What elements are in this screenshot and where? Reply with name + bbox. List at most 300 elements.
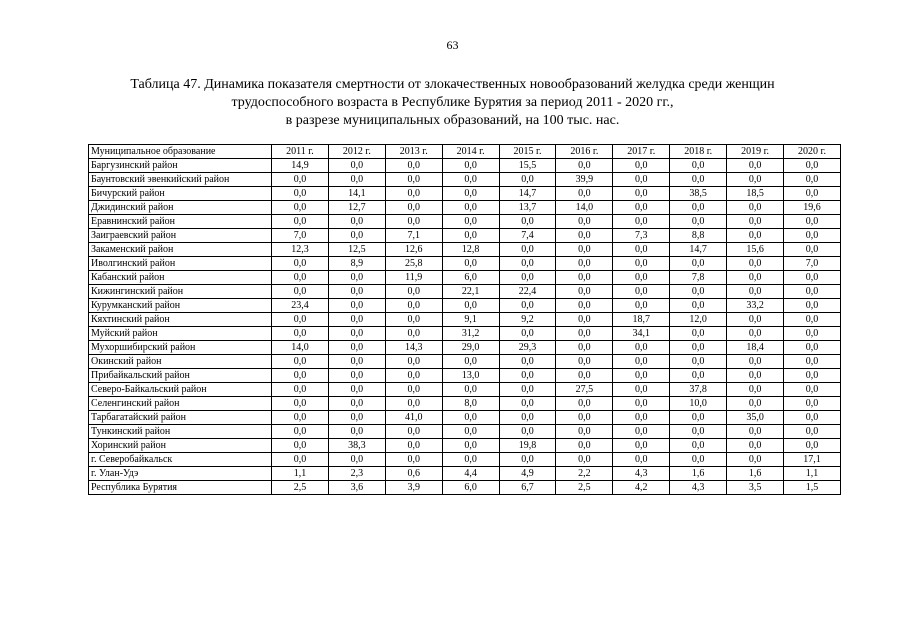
rate-value-cell: 37,8: [670, 383, 727, 397]
rate-value-cell: 0,0: [727, 355, 784, 369]
rate-value-cell: 0,0: [784, 243, 841, 257]
rate-value-cell: 0,0: [784, 271, 841, 285]
rate-value-cell: 0,0: [556, 397, 613, 411]
rate-value-cell: 7,3: [613, 229, 670, 243]
rate-value-cell: 0,0: [784, 327, 841, 341]
rate-value-cell: 0,0: [556, 187, 613, 201]
header-year-2012: 2012 г.: [328, 145, 385, 159]
rate-value-cell: 0,0: [499, 299, 556, 313]
rate-value-cell: 0,0: [556, 369, 613, 383]
rate-value-cell: 0,0: [385, 439, 442, 453]
rate-value-cell: 0,0: [385, 313, 442, 327]
rate-value-cell: 12,8: [442, 243, 499, 257]
rate-value-cell: 0,0: [499, 453, 556, 467]
rate-value-cell: 0,0: [272, 187, 329, 201]
rate-value-cell: 0,0: [328, 215, 385, 229]
rate-value-cell: 0,0: [328, 159, 385, 173]
rate-value-cell: 0,0: [556, 159, 613, 173]
table-row: [89, 285, 841, 299]
header-year-2018: 2018 г.: [670, 145, 727, 159]
rate-value-cell: 0,0: [272, 201, 329, 215]
rate-value-cell: 0,0: [556, 257, 613, 271]
rate-value-cell: 35,0: [727, 411, 784, 425]
rate-value-cell: 0,0: [670, 327, 727, 341]
rate-value-cell: 0,0: [727, 425, 784, 439]
rate-value-cell: 7,0: [784, 257, 841, 271]
rate-value-cell: 0,0: [385, 369, 442, 383]
rate-value-cell: 0,0: [556, 285, 613, 299]
rate-value-cell: 0,0: [499, 383, 556, 397]
rate-value-cell: 0,0: [499, 257, 556, 271]
rate-value-cell: 0,0: [613, 187, 670, 201]
municipality-name-cell: Заиграевский район: [89, 229, 272, 243]
rate-value-cell: 7,1: [385, 229, 442, 243]
rate-value-cell: 0,0: [385, 215, 442, 229]
rate-value-cell: 0,0: [328, 327, 385, 341]
rate-value-cell: 0,0: [613, 425, 670, 439]
rate-value-cell: 6,0: [442, 271, 499, 285]
municipality-name-cell: г. Северобайкальск: [89, 453, 272, 467]
rate-value-cell: 0,0: [727, 257, 784, 271]
rate-value-cell: 0,0: [670, 453, 727, 467]
header-year-2011: 2011 г.: [272, 145, 329, 159]
rate-value-cell: 4,4: [442, 467, 499, 481]
rate-value-cell: 4,3: [613, 467, 670, 481]
rate-value-cell: 0,0: [727, 397, 784, 411]
header-year-2020: 2020 г.: [784, 145, 841, 159]
rate-value-cell: 0,0: [272, 257, 329, 271]
rate-value-cell: 0,0: [727, 453, 784, 467]
rate-value-cell: 18,5: [727, 187, 784, 201]
rate-value-cell: 12,5: [328, 243, 385, 257]
municipality-name-cell: г. Улан-Удэ: [89, 467, 272, 481]
rate-value-cell: 0,0: [613, 453, 670, 467]
header-year-2013: 2013 г.: [385, 145, 442, 159]
rate-value-cell: 0,0: [442, 383, 499, 397]
table-row: [89, 467, 841, 481]
rate-value-cell: 0,0: [556, 411, 613, 425]
rate-value-cell: 19,8: [499, 439, 556, 453]
rate-value-cell: 0,0: [727, 327, 784, 341]
rate-value-cell: 0,0: [784, 313, 841, 327]
rate-value-cell: 0,0: [784, 355, 841, 369]
rate-value-cell: 38,3: [328, 439, 385, 453]
table-row: [89, 173, 841, 187]
rate-value-cell: 2,2: [556, 467, 613, 481]
table-row: [89, 397, 841, 411]
rate-value-cell: 0,0: [328, 313, 385, 327]
rate-value-cell: 0,0: [499, 271, 556, 285]
table-row: [89, 215, 841, 229]
table-row: [89, 341, 841, 355]
rate-value-cell: 0,0: [670, 355, 727, 369]
table-row: [89, 425, 841, 439]
rate-value-cell: 14,1: [328, 187, 385, 201]
rate-value-cell: 9,2: [499, 313, 556, 327]
municipality-name-cell: Мухоршибирский район: [89, 341, 272, 355]
header-year-2016: 2016 г.: [556, 145, 613, 159]
rate-value-cell: 0,0: [670, 411, 727, 425]
rate-value-cell: 39,9: [556, 173, 613, 187]
rate-value-cell: 15,6: [727, 243, 784, 257]
rate-value-cell: 0,0: [385, 159, 442, 173]
rate-value-cell: 0,0: [272, 425, 329, 439]
rate-value-cell: 0,0: [272, 439, 329, 453]
rate-value-cell: 0,0: [670, 299, 727, 313]
rate-value-cell: 0,0: [272, 397, 329, 411]
rate-value-cell: 12,6: [385, 243, 442, 257]
rate-value-cell: 0,0: [727, 229, 784, 243]
table-row: [89, 187, 841, 201]
table-row: [89, 229, 841, 243]
rate-value-cell: 0,0: [556, 229, 613, 243]
municipality-name-cell: Джидинский район: [89, 201, 272, 215]
rate-value-cell: 34,1: [613, 327, 670, 341]
rate-value-cell: 0,0: [385, 453, 442, 467]
rate-value-cell: 0,0: [385, 327, 442, 341]
rate-value-cell: 4,2: [613, 481, 670, 495]
rate-value-cell: 0,0: [499, 397, 556, 411]
rate-value-cell: 0,0: [328, 341, 385, 355]
rate-value-cell: 0,0: [328, 285, 385, 299]
municipality-name-cell: Бичурский район: [89, 187, 272, 201]
rate-value-cell: 2,5: [556, 481, 613, 495]
municipality-name-cell: Муйский район: [89, 327, 272, 341]
municipality-name-cell: Баргузинский район: [89, 159, 272, 173]
header-year-2014: 2014 г.: [442, 145, 499, 159]
rate-value-cell: 2,5: [272, 481, 329, 495]
rate-value-cell: 23,4: [272, 299, 329, 313]
rate-value-cell: 0,0: [784, 299, 841, 313]
table-row: [89, 383, 841, 397]
rate-value-cell: 0,0: [784, 397, 841, 411]
table-row: [89, 201, 841, 215]
rate-value-cell: 0,0: [499, 425, 556, 439]
rate-value-cell: 0,0: [442, 215, 499, 229]
rate-value-cell: 0,0: [784, 439, 841, 453]
rate-value-cell: 0,0: [442, 201, 499, 215]
table-row: [89, 453, 841, 467]
rate-value-cell: 0,0: [727, 383, 784, 397]
rate-value-cell: 0,0: [385, 201, 442, 215]
rate-value-cell: 0,0: [784, 411, 841, 425]
rate-value-cell: 0,0: [670, 173, 727, 187]
rate-value-cell: 0,0: [499, 215, 556, 229]
rate-value-cell: 0,0: [556, 355, 613, 369]
rate-value-cell: 0,0: [556, 215, 613, 229]
rate-value-cell: 0,0: [272, 369, 329, 383]
table-title-line-2: трудоспособного возраста в Республике Бурятия за период 2011 - 2020 гг.,: [231, 95, 674, 110]
rate-value-cell: 0,0: [328, 453, 385, 467]
rate-value-cell: 11,9: [385, 271, 442, 285]
rate-value-cell: 0,0: [613, 215, 670, 229]
rate-value-cell: 0,0: [385, 425, 442, 439]
rate-value-cell: 0,0: [442, 299, 499, 313]
rate-value-cell: 22,4: [499, 285, 556, 299]
municipality-name-cell: Иволгинский район: [89, 257, 272, 271]
table-row: [89, 481, 841, 495]
rate-value-cell: 12,0: [670, 313, 727, 327]
rate-value-cell: 0,0: [272, 453, 329, 467]
municipality-name-cell: Кабанский район: [89, 271, 272, 285]
table-row: [89, 257, 841, 271]
rate-value-cell: 0,0: [613, 257, 670, 271]
rate-value-cell: 0,0: [727, 215, 784, 229]
rate-value-cell: 0,0: [272, 327, 329, 341]
rate-value-cell: 3,9: [385, 481, 442, 495]
rate-value-cell: 0,0: [613, 383, 670, 397]
rate-value-cell: 9,1: [442, 313, 499, 327]
mortality-table: [88, 144, 841, 495]
municipality-name-cell: Окинский район: [89, 355, 272, 369]
rate-value-cell: 0,0: [784, 229, 841, 243]
rate-value-cell: 0,0: [784, 341, 841, 355]
rate-value-cell: 0,0: [272, 271, 329, 285]
rate-value-cell: 0,0: [727, 313, 784, 327]
table-body: [89, 159, 841, 495]
rate-value-cell: 0,0: [328, 369, 385, 383]
rate-value-cell: 0,0: [784, 215, 841, 229]
rate-value-cell: 4,9: [499, 467, 556, 481]
rate-value-cell: 0,0: [328, 271, 385, 285]
rate-value-cell: 0,0: [727, 369, 784, 383]
rate-value-cell: 0,0: [727, 439, 784, 453]
table-row: [89, 355, 841, 369]
rate-value-cell: 7,8: [670, 271, 727, 285]
rate-value-cell: 0,0: [272, 383, 329, 397]
rate-value-cell: 0,0: [613, 439, 670, 453]
page-number: 63: [446, 38, 459, 52]
rate-value-cell: 0,0: [727, 201, 784, 215]
municipality-name-cell: Республика Бурятия: [89, 481, 272, 495]
municipality-name-cell: Курумканский район: [89, 299, 272, 313]
rate-value-cell: 17,1: [784, 453, 841, 467]
rate-value-cell: 0,0: [556, 243, 613, 257]
rate-value-cell: 15,5: [499, 159, 556, 173]
rate-value-cell: 14,7: [499, 187, 556, 201]
rate-value-cell: 18,7: [613, 313, 670, 327]
rate-value-cell: 0,0: [328, 229, 385, 243]
rate-value-cell: 0,0: [613, 285, 670, 299]
rate-value-cell: 0,0: [727, 285, 784, 299]
rate-value-cell: 0,0: [613, 243, 670, 257]
rate-value-cell: 0,0: [613, 201, 670, 215]
rate-value-cell: 41,0: [385, 411, 442, 425]
rate-value-cell: 6,7: [499, 481, 556, 495]
rate-value-cell: 0,0: [442, 411, 499, 425]
rate-value-cell: 22,1: [442, 285, 499, 299]
rate-value-cell: 1,1: [784, 467, 841, 481]
rate-value-cell: 0,0: [385, 187, 442, 201]
rate-value-cell: 0,0: [556, 439, 613, 453]
rate-value-cell: 0,0: [442, 439, 499, 453]
rate-value-cell: 0,0: [499, 327, 556, 341]
rate-value-cell: 0,0: [670, 201, 727, 215]
rate-value-cell: 0,0: [385, 383, 442, 397]
rate-value-cell: 0,0: [385, 299, 442, 313]
rate-value-cell: 0,0: [442, 159, 499, 173]
municipality-name-cell: Тункинский район: [89, 425, 272, 439]
rate-value-cell: 0,0: [613, 299, 670, 313]
rate-value-cell: 0,0: [613, 411, 670, 425]
municipality-name-cell: Хоринский район: [89, 439, 272, 453]
rate-value-cell: 8,9: [328, 257, 385, 271]
municipality-name-cell: Баунтовский эвенкийский район: [89, 173, 272, 187]
rate-value-cell: 7,4: [499, 229, 556, 243]
table-row: [89, 327, 841, 341]
rate-value-cell: 0,0: [613, 341, 670, 355]
rate-value-cell: 0,0: [613, 173, 670, 187]
rate-value-cell: 27,5: [556, 383, 613, 397]
municipality-name-cell: Кяхтинский район: [89, 313, 272, 327]
table-row: [89, 411, 841, 425]
rate-value-cell: 0,0: [499, 243, 556, 257]
rate-value-cell: 0,0: [442, 257, 499, 271]
table-title: [80, 76, 825, 130]
rate-value-cell: 0,0: [272, 411, 329, 425]
rate-value-cell: 0,0: [784, 383, 841, 397]
rate-value-cell: 12,3: [272, 243, 329, 257]
table-row: [89, 271, 841, 285]
rate-value-cell: 0,0: [499, 173, 556, 187]
header-year-2019: 2019 г.: [727, 145, 784, 159]
rate-value-cell: 19,6: [784, 201, 841, 215]
municipality-name-cell: Селенгинский район: [89, 397, 272, 411]
rate-value-cell: 3,5: [727, 481, 784, 495]
rate-value-cell: 0,0: [784, 187, 841, 201]
rate-value-cell: 0,0: [328, 397, 385, 411]
rate-value-cell: 0,6: [385, 467, 442, 481]
rate-value-cell: 0,0: [613, 271, 670, 285]
rate-value-cell: 29,3: [499, 341, 556, 355]
rate-value-cell: 0,0: [442, 173, 499, 187]
rate-value-cell: 8,0: [442, 397, 499, 411]
rate-value-cell: 25,8: [385, 257, 442, 271]
municipality-name-cell: Тарбагатайский район: [89, 411, 272, 425]
rate-value-cell: 4,3: [670, 481, 727, 495]
municipality-name-cell: Еравнинский район: [89, 215, 272, 229]
rate-value-cell: 38,5: [670, 187, 727, 201]
rate-value-cell: 0,0: [784, 285, 841, 299]
rate-value-cell: 3,6: [328, 481, 385, 495]
rate-value-cell: 0,0: [385, 285, 442, 299]
rate-value-cell: 0,0: [328, 425, 385, 439]
header-year-2015: 2015 г.: [499, 145, 556, 159]
rate-value-cell: 0,0: [727, 173, 784, 187]
rate-value-cell: 0,0: [670, 369, 727, 383]
municipality-name-cell: Кижингинский район: [89, 285, 272, 299]
rate-value-cell: 14,7: [670, 243, 727, 257]
rate-value-cell: 0,0: [556, 341, 613, 355]
rate-value-cell: 0,0: [442, 187, 499, 201]
rate-value-cell: 0,0: [442, 355, 499, 369]
rate-value-cell: 10,0: [670, 397, 727, 411]
municipality-name-cell: Прибайкальский район: [89, 369, 272, 383]
rate-value-cell: 0,0: [613, 397, 670, 411]
rate-value-cell: 0,0: [556, 271, 613, 285]
rate-value-cell: 0,0: [784, 173, 841, 187]
rate-value-cell: 33,2: [727, 299, 784, 313]
rate-value-cell: 0,0: [670, 285, 727, 299]
rate-value-cell: 0,0: [499, 369, 556, 383]
rate-value-cell: 0,0: [613, 355, 670, 369]
rate-value-cell: 0,0: [556, 425, 613, 439]
rate-value-cell: 14,3: [385, 341, 442, 355]
rate-value-cell: 0,0: [670, 341, 727, 355]
table-row: [89, 313, 841, 327]
table-header-row: [89, 145, 841, 159]
rate-value-cell: 0,0: [442, 453, 499, 467]
rate-value-cell: 7,0: [272, 229, 329, 243]
rate-value-cell: 0,0: [613, 159, 670, 173]
rate-value-cell: 12,7: [328, 201, 385, 215]
table-row: [89, 159, 841, 173]
municipality-name-cell: Закаменский район: [89, 243, 272, 257]
rate-value-cell: 0,0: [328, 383, 385, 397]
rate-value-cell: 8,8: [670, 229, 727, 243]
rate-value-cell: 0,0: [670, 159, 727, 173]
rate-value-cell: 0,0: [328, 411, 385, 425]
rate-value-cell: 0,0: [784, 425, 841, 439]
rate-value-cell: 29,0: [442, 341, 499, 355]
table-row: [89, 243, 841, 257]
rate-value-cell: 1,5: [784, 481, 841, 495]
rate-value-cell: 0,0: [556, 327, 613, 341]
rate-value-cell: 1,6: [670, 467, 727, 481]
rate-value-cell: 14,0: [556, 201, 613, 215]
rate-value-cell: 0,0: [385, 355, 442, 369]
rate-value-cell: 13,0: [442, 369, 499, 383]
rate-value-cell: 13,7: [499, 201, 556, 215]
rate-value-cell: 0,0: [442, 425, 499, 439]
header-municipality: Муниципальное образование: [89, 145, 272, 159]
rate-value-cell: 0,0: [442, 229, 499, 243]
rate-value-cell: 14,9: [272, 159, 329, 173]
rate-value-cell: 0,0: [727, 159, 784, 173]
rate-value-cell: 0,0: [784, 369, 841, 383]
rate-value-cell: 0,0: [556, 299, 613, 313]
rate-value-cell: 0,0: [556, 313, 613, 327]
rate-value-cell: 1,1: [272, 467, 329, 481]
table-row: [89, 439, 841, 453]
rate-value-cell: 0,0: [272, 285, 329, 299]
rate-value-cell: 14,0: [272, 341, 329, 355]
rate-value-cell: 0,0: [499, 355, 556, 369]
rate-value-cell: 2,3: [328, 467, 385, 481]
rate-value-cell: 0,0: [613, 369, 670, 383]
rate-value-cell: 0,0: [272, 173, 329, 187]
rate-value-cell: 31,2: [442, 327, 499, 341]
table-row: [89, 299, 841, 313]
rate-value-cell: 6,0: [442, 481, 499, 495]
rate-value-cell: 0,0: [272, 313, 329, 327]
table-title-line-3: в разрезе муниципальных образований, на 100 тыс. нас.: [285, 113, 620, 128]
rate-value-cell: 0,0: [328, 173, 385, 187]
municipality-name-cell: Северо-Байкальский район: [89, 383, 272, 397]
rate-value-cell: 0,0: [670, 439, 727, 453]
rate-value-cell: 0,0: [385, 173, 442, 187]
rate-value-cell: 1,6: [727, 467, 784, 481]
rate-value-cell: 0,0: [328, 299, 385, 313]
rate-value-cell: 0,0: [670, 257, 727, 271]
rate-value-cell: 0,0: [272, 355, 329, 369]
rate-value-cell: 0,0: [328, 355, 385, 369]
rate-value-cell: 0,0: [727, 271, 784, 285]
rate-value-cell: 0,0: [670, 425, 727, 439]
rate-value-cell: 0,0: [556, 453, 613, 467]
rate-value-cell: 0,0: [784, 159, 841, 173]
rate-value-cell: 18,4: [727, 341, 784, 355]
